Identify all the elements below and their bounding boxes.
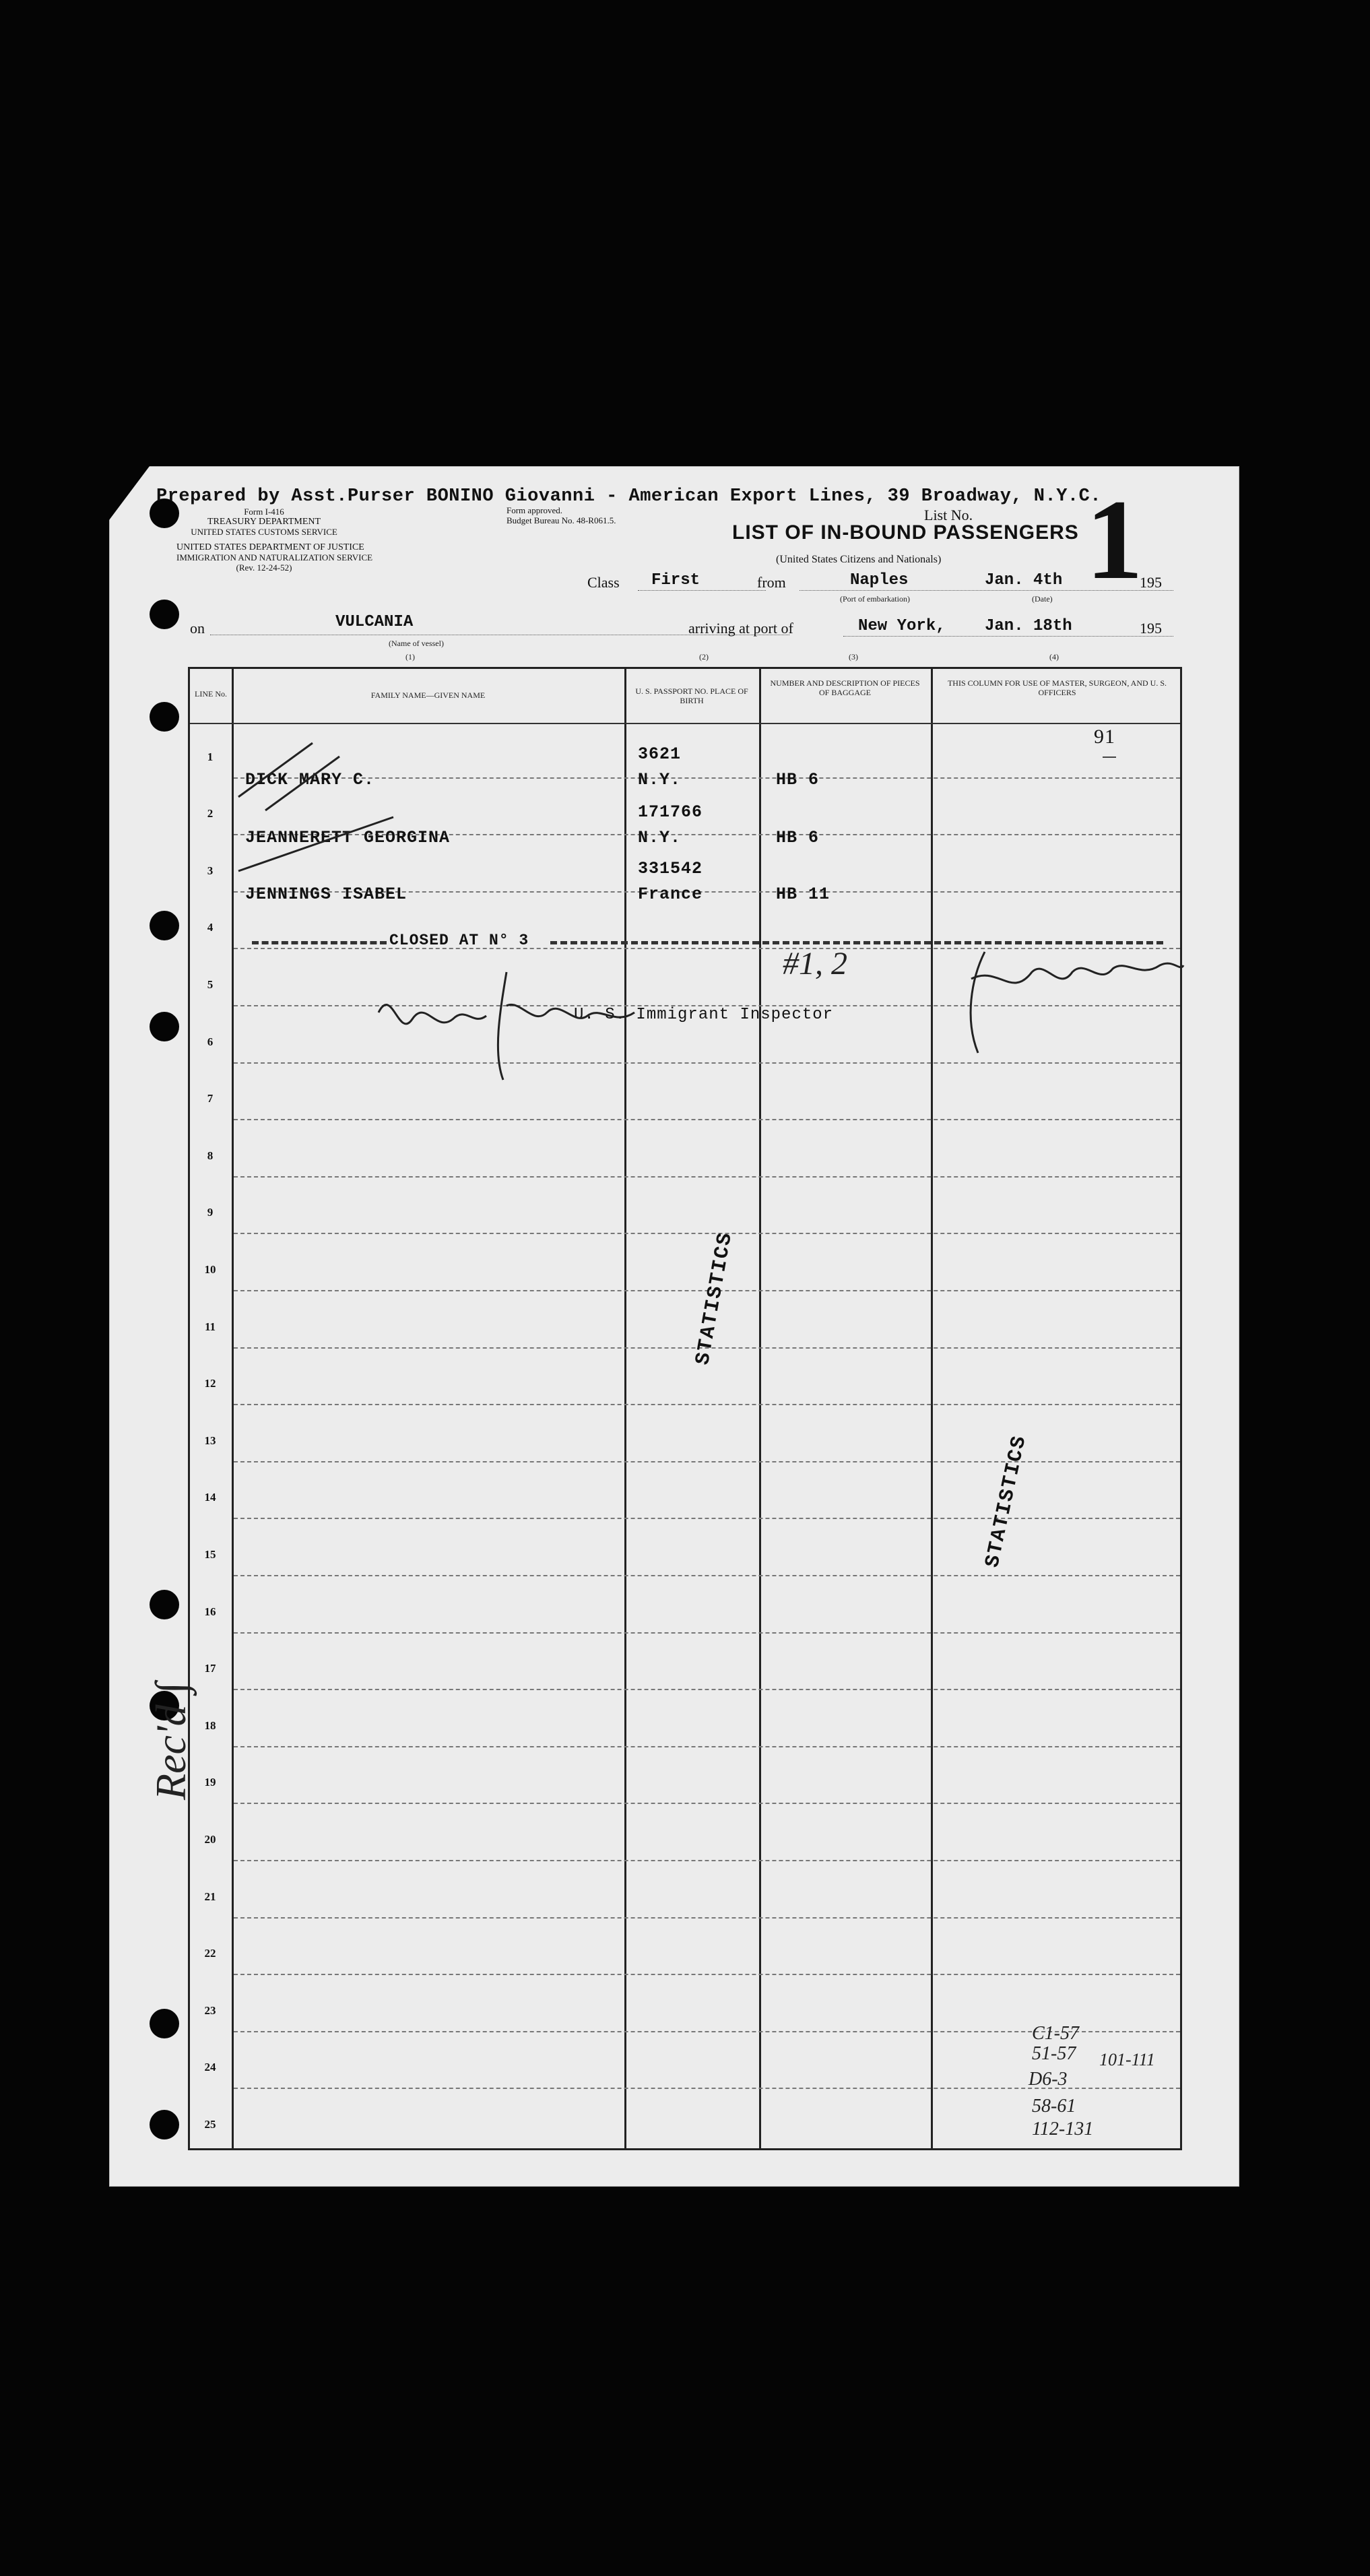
line-number: 20 bbox=[204, 1833, 216, 1846]
class-underline bbox=[638, 590, 766, 591]
class-label: Class bbox=[587, 574, 620, 591]
line-number: 17 bbox=[204, 1662, 216, 1675]
manifest-page bbox=[109, 466, 1239, 2187]
customs-label: UNITED STATES CUSTOMS SERVICE bbox=[191, 527, 337, 537]
line-number: 2 bbox=[207, 807, 214, 820]
form-approved: Form approved. bbox=[507, 505, 563, 515]
col-caption-3: (3) bbox=[849, 652, 858, 662]
closed-dash-left bbox=[252, 941, 387, 944]
budget-bureau: Budget Bureau No. 48-R061.5. bbox=[507, 515, 616, 525]
line-number: 1 bbox=[207, 750, 214, 763]
folded-corner bbox=[109, 466, 150, 520]
officer-count: 91 bbox=[1094, 726, 1115, 748]
arrival-date: Jan. 18th bbox=[985, 617, 1072, 635]
revision-label: (Rev. 12-24-52) bbox=[236, 562, 292, 573]
line-number: 16 bbox=[204, 1605, 216, 1618]
baggage-count: HB 11 bbox=[776, 884, 830, 904]
place-of-birth: N.Y. bbox=[638, 770, 682, 790]
row-rule bbox=[234, 1176, 1180, 1178]
passport-number: 171766 bbox=[638, 802, 703, 822]
prepared-by-line: Prepared by Asst.Purser BONINO Giovanni - American Export Lines, 39 Broadway, N.Y.C. bbox=[156, 486, 1102, 507]
place-of-birth: France bbox=[638, 884, 703, 904]
from-value: Naples bbox=[850, 571, 909, 589]
row-rule bbox=[234, 1974, 1180, 1975]
from-label: from bbox=[757, 574, 786, 591]
passenger-table bbox=[188, 667, 1182, 2150]
from-underline bbox=[800, 590, 1173, 591]
list-number: 1 bbox=[1086, 476, 1143, 603]
binder-hole-icon bbox=[150, 1012, 179, 1041]
binder-hole-icon bbox=[150, 911, 179, 940]
statistics-stamp: STATISTICS bbox=[981, 1433, 1032, 1570]
row-rule bbox=[234, 1746, 1180, 1747]
passenger-name: JENNINGS ISABEL bbox=[245, 884, 407, 904]
officer-signature-icon bbox=[958, 938, 1187, 1060]
place-of-birth: N.Y. bbox=[638, 828, 682, 847]
row-rule bbox=[234, 1461, 1180, 1462]
line-number: 12 bbox=[204, 1377, 216, 1390]
line-number: 23 bbox=[204, 2003, 216, 2017]
line-number: 21 bbox=[204, 1890, 216, 1903]
department-block bbox=[176, 507, 373, 573]
binder-hole-icon bbox=[150, 1590, 179, 1619]
row-rule bbox=[234, 1233, 1180, 1234]
line-number: 8 bbox=[207, 1149, 214, 1162]
line-number: 19 bbox=[204, 1776, 216, 1789]
line-number: 24 bbox=[204, 2061, 216, 2074]
departure-date: Jan. 4th bbox=[985, 571, 1063, 589]
tally-note: 58-61 bbox=[1032, 2096, 1076, 2117]
treasury-label: TREASURY DEPARTMENT bbox=[207, 517, 321, 527]
line-number: 7 bbox=[207, 1092, 214, 1105]
line-number: 18 bbox=[204, 1718, 216, 1732]
header-name: FAMILY NAME—GIVEN NAME bbox=[370, 690, 486, 700]
line-number: 13 bbox=[204, 1434, 216, 1447]
row-rule bbox=[234, 1404, 1180, 1405]
arrival-underline bbox=[843, 636, 1173, 637]
col-caption-2: (2) bbox=[699, 652, 709, 662]
col-caption-1: (1) bbox=[405, 652, 415, 662]
line-number: 22 bbox=[204, 1947, 216, 1960]
strike-marks bbox=[232, 716, 434, 891]
baggage-note: #1, 2 bbox=[783, 946, 847, 981]
row-rule bbox=[234, 1689, 1180, 1690]
binder-hole-icon bbox=[150, 2009, 179, 2038]
line-number: 9 bbox=[207, 1206, 214, 1219]
passenger-name: DICK MARY C. bbox=[245, 770, 375, 790]
statistics-stamp: STATISTICS bbox=[692, 1230, 738, 1367]
line-number: 10 bbox=[204, 1263, 216, 1276]
tally-note: D6-3 bbox=[1029, 2069, 1068, 2090]
line-number: 5 bbox=[207, 978, 214, 991]
ins-label: IMMIGRATION AND NATURALIZATION SERVICE bbox=[176, 552, 373, 562]
passport-number: 3621 bbox=[638, 744, 682, 764]
page-title: LIST OF IN-BOUND PASSENGERS bbox=[732, 521, 1079, 544]
line-number: 15 bbox=[204, 1548, 216, 1561]
row-rule bbox=[234, 1119, 1180, 1120]
approval-block bbox=[507, 505, 616, 525]
page-subtitle: (United States Citizens and Nationals) bbox=[776, 554, 942, 565]
row-rule bbox=[234, 1917, 1180, 1919]
justice-label: UNITED STATES DEPARTMENT OF JUSTICE bbox=[176, 542, 364, 552]
line-number: 14 bbox=[204, 1491, 216, 1504]
header-baggage: NUMBER AND DESCRIPTION OF PIECES OF BAGGAGE bbox=[770, 678, 920, 697]
tally-note: 51-57 bbox=[1032, 2043, 1076, 2064]
binder-hole-icon bbox=[150, 600, 179, 629]
passport-number: 331542 bbox=[638, 859, 703, 878]
line-number: 3 bbox=[207, 864, 214, 877]
baggage-count: HB 6 bbox=[776, 770, 820, 790]
tally-note: C1-57 bbox=[1032, 2023, 1079, 2044]
closed-at-label: CLOSED AT N° 3 bbox=[389, 932, 529, 949]
line-number: 6 bbox=[207, 1035, 214, 1048]
date-caption: (Date) bbox=[1032, 594, 1053, 604]
passenger-name: JEANNERETT GEORGINA bbox=[245, 828, 451, 847]
class-value: First bbox=[651, 571, 700, 589]
arriving-label: arriving at port of bbox=[688, 620, 793, 637]
line-number: 25 bbox=[204, 2118, 216, 2131]
departure-year: 195 bbox=[1140, 574, 1162, 591]
header-line-no: LINE No. bbox=[195, 689, 227, 699]
binder-hole-icon bbox=[150, 702, 179, 732]
row-rule bbox=[234, 1575, 1180, 1576]
form-number: Form I-416 bbox=[244, 507, 284, 517]
header-passport: U. S. PASSPORT NO. PLACE OF BIRTH bbox=[635, 686, 748, 705]
row-rule bbox=[234, 1803, 1180, 1804]
row-rule bbox=[234, 1518, 1180, 1519]
line-number: 4 bbox=[207, 921, 214, 934]
row-rule bbox=[234, 1632, 1180, 1634]
baggage-count: HB 6 bbox=[776, 828, 820, 847]
line-number: 11 bbox=[204, 1320, 216, 1333]
inspector-label: U. S. Immigrant Inspector bbox=[574, 1006, 834, 1024]
port-caption: (Port of embarkation) bbox=[840, 594, 910, 604]
tally-note: 101-111 bbox=[1099, 2050, 1155, 2069]
officer-dash bbox=[1103, 756, 1116, 758]
arrival-year: 195 bbox=[1140, 620, 1162, 637]
row-rule bbox=[234, 1860, 1180, 1861]
margin-note: Rec'd ∫ bbox=[147, 1681, 195, 1800]
arrival-port: New York, bbox=[858, 617, 946, 635]
header-officers: THIS COLUMN FOR USE OF MASTER, SURGEON, AND U. S. OFFICERS bbox=[947, 678, 1167, 697]
vessel-caption: (Name of vessel) bbox=[389, 639, 444, 648]
list-no-label: List No. bbox=[924, 507, 973, 523]
binder-hole-icon bbox=[150, 2110, 179, 2139]
vessel-name: VULCANIA bbox=[335, 613, 414, 631]
inspector-signature-icon bbox=[372, 959, 655, 1087]
col-caption-4: (4) bbox=[1049, 652, 1059, 662]
on-label: on bbox=[190, 620, 205, 637]
tally-note: 112-131 bbox=[1032, 2119, 1094, 2139]
